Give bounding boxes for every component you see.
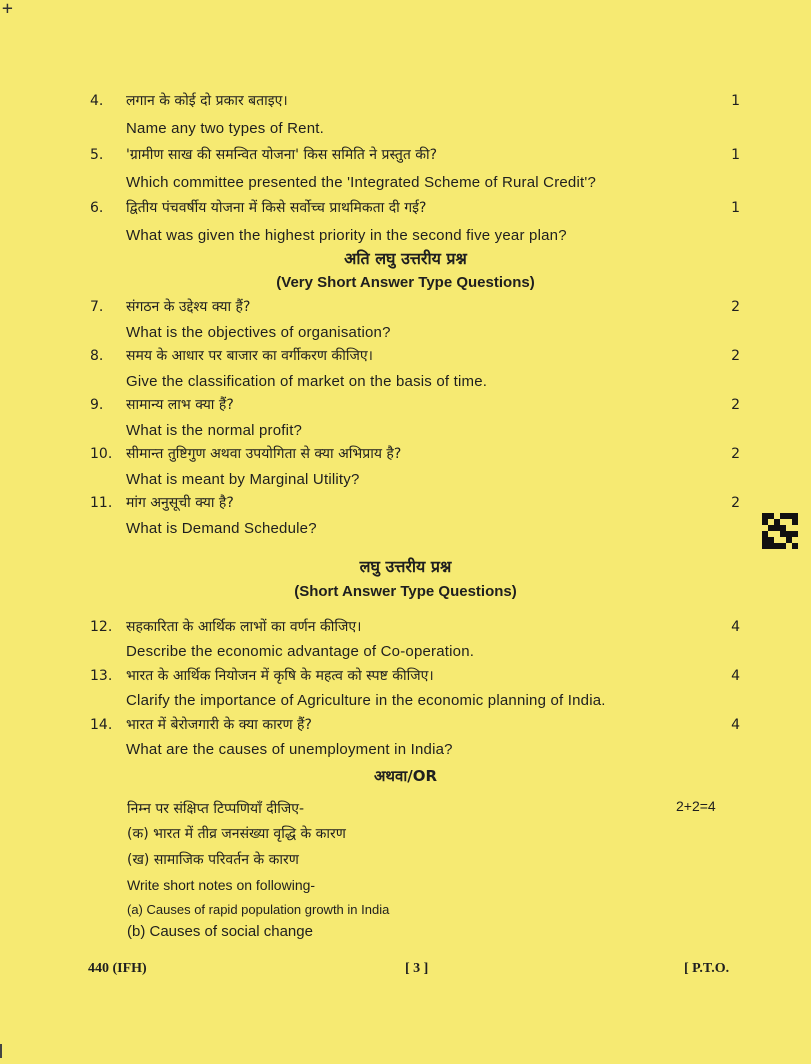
section-title-hindi: अति लघु उत्तरीय प्रश्न (344, 249, 467, 268)
question-number: 10. (90, 446, 113, 462)
question-number: 9. (90, 397, 104, 413)
question-hindi: संगठन के उद्देश्य क्या हैं? (126, 299, 251, 315)
question-10 (90, 442, 740, 492)
question-marks: 4 (731, 619, 740, 635)
question-marks: 1 (731, 200, 740, 216)
or-separator: अथवा/OR (373, 767, 438, 785)
question-14 (90, 713, 740, 762)
section-title-english: (Very Short Answer Type Questions) (276, 274, 535, 291)
page-number: [ 3 ] (405, 961, 429, 976)
or-item-a-english: (a) Causes of rapid population growth in India (127, 902, 390, 917)
registration-mark: + (2, 0, 13, 19)
question-number: 12. (90, 619, 113, 635)
question-marks: 1 (731, 93, 740, 109)
question-hindi: समय के आधार पर बाजार का वर्गीकरण कीजिए। (126, 348, 373, 364)
question-english: Give the classification of market on the basis of time. (126, 373, 488, 390)
question-hindi: मांग अनुसूची क्या है? (126, 495, 234, 511)
question-marks: 2 (731, 495, 740, 511)
question-number: 14. (90, 717, 113, 733)
question-number: 7. (90, 299, 104, 315)
question-english: What is the normal profit? (126, 422, 303, 439)
question-marks: 4 (731, 668, 740, 684)
question-number: 13. (90, 668, 113, 684)
question-number: 6. (90, 200, 104, 216)
question-12 (90, 615, 740, 664)
question-english: Clarify the importance of Agriculture in the economic planning of India. (126, 692, 606, 709)
question-6 (90, 196, 740, 248)
question-13 (90, 664, 740, 713)
question-hindi: सहकारिता के आर्थिक लाभों का वर्णन कीजिए। (126, 619, 362, 635)
question-number: 5. (90, 147, 104, 163)
question-11 (90, 491, 740, 541)
question-english: What was given the highest priority in the second five year plan? (126, 227, 567, 244)
or-item-b-hindi: (ख) सामाजिक परिवर्तन के कारण (127, 852, 299, 868)
question-marks: 2 (731, 397, 740, 413)
question-number: 8. (90, 348, 104, 364)
question-english: Name any two types of Rent. (126, 120, 324, 137)
section-title-hindi: लघु उत्तरीय प्रश्न (359, 557, 452, 576)
section-title-english: (Short Answer Type Questions) (294, 583, 517, 600)
question-4 (90, 89, 740, 141)
question-english: What is Demand Schedule? (126, 520, 317, 537)
or-marks: 2+2=4 (676, 798, 716, 814)
question-english: Which committee presented the 'Integrated Scheme of Rural Credit'? (126, 174, 596, 191)
pto-label: [ P.T.O. (684, 961, 730, 976)
question-english: What is the objectives of organisation? (126, 324, 391, 341)
question-7 (90, 295, 740, 345)
question-hindi: भारत के आर्थिक नियोजन में कृषि के महत्व को स्पष्ट कीजिए। (126, 668, 434, 684)
or-item-b-english: (b) Causes of social change (127, 923, 313, 940)
question-hindi: भारत में बेरोजगारी के क्या कारण हैं? (126, 717, 312, 733)
question-english: What is meant by Marginal Utility? (126, 471, 360, 488)
question-marks: 2 (731, 446, 740, 462)
or-instruction-english: Write short notes on following- (127, 877, 316, 893)
question-hindi: द्वितीय पंचवर्षीय योजना में किसे सर्वोच्च प्राथमिकता दी गई? (126, 200, 427, 216)
question-hindi: लगान के कोई दो प्रकार बताइए। (126, 93, 288, 109)
qr-code-icon (762, 513, 798, 549)
question-marks: 2 (731, 299, 740, 315)
question-marks: 4 (731, 717, 740, 733)
question-9 (90, 393, 740, 443)
registration-mark-bottom (0, 1044, 8, 1058)
question-number: 11. (90, 495, 113, 511)
question-marks: 1 (731, 147, 740, 163)
question-english: Describe the economic advantage of Co-operation. (126, 643, 475, 660)
question-8 (90, 344, 740, 394)
paper-code: 440 (IFH) (88, 961, 147, 976)
question-marks: 2 (731, 348, 740, 364)
question-hindi: 'ग्रामीण साख की समन्वित योजना' किस समिति ने प्रस्तुत की? (126, 147, 438, 163)
question-english: What are the causes of unemployment in India? (126, 741, 453, 758)
question-hindi: सीमान्त तुष्टिगुण अथवा उपयोगिता से क्या अभिप्राय है? (126, 446, 402, 462)
or-instruction-hindi: निम्न पर संक्षिप्त टिप्पणियाँ दीजिए- (127, 801, 305, 817)
question-5 (90, 143, 740, 195)
or-item-a-hindi: (क) भारत में तीव्र जनसंख्या वृद्धि के कारण (127, 826, 346, 842)
question-hindi: सामान्य लाभ क्या हैं? (126, 397, 234, 413)
question-number: 4. (90, 93, 104, 109)
